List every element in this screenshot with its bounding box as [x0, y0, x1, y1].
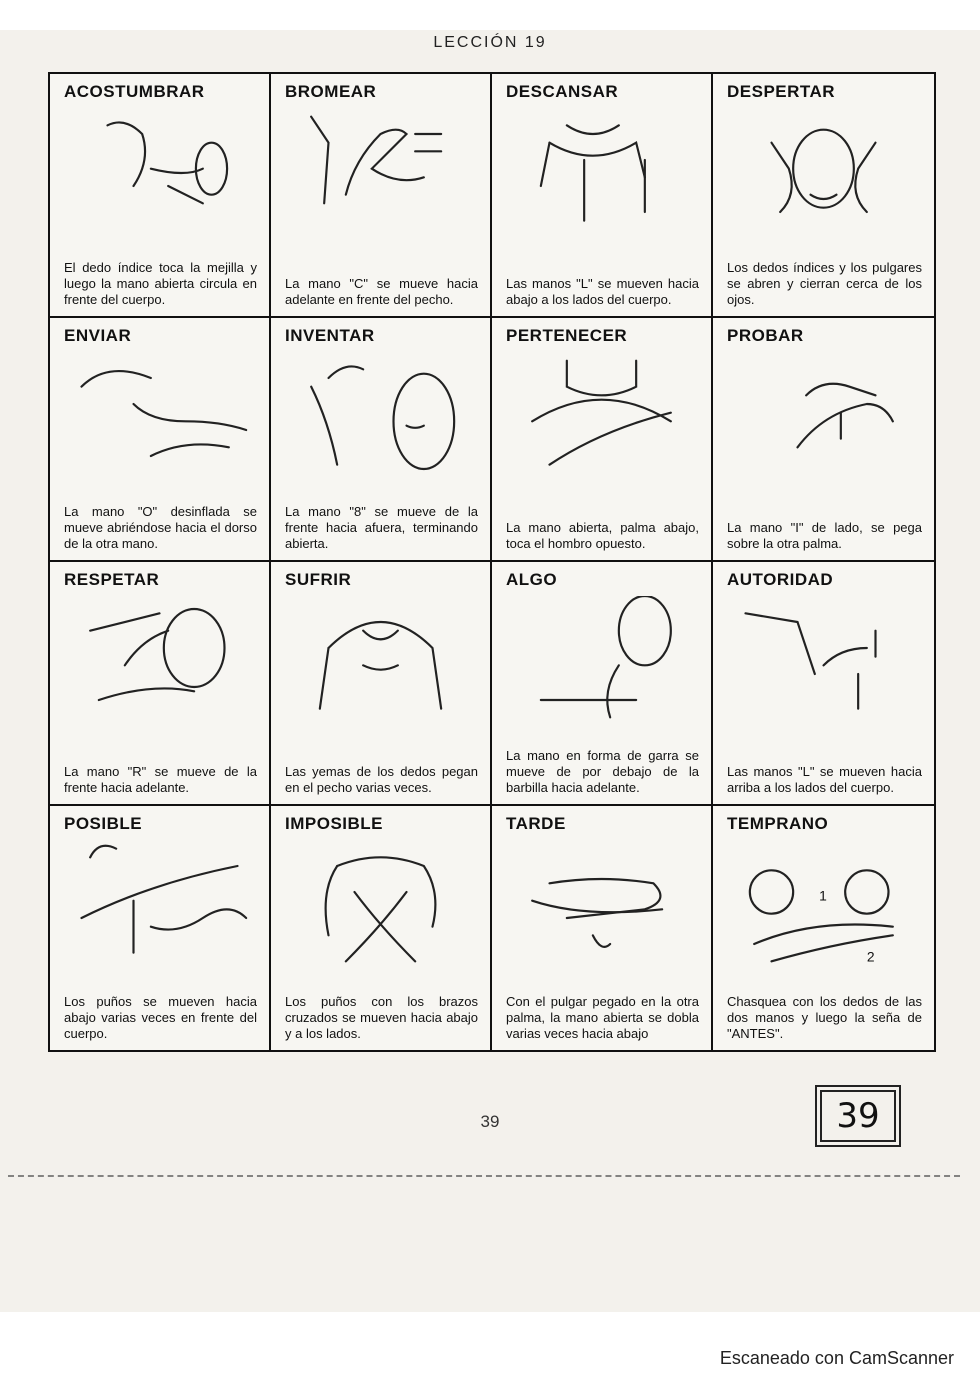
sign-description: Los dedos índices y los pulgares se abren y cierran cerca de los ojos.: [727, 260, 922, 307]
sign-name: PERTENECER: [506, 326, 628, 345]
sign-cell-enviar: [50, 318, 271, 562]
sign-illustration-icon: [64, 108, 255, 238]
sign-illustration-icon: [727, 352, 920, 482]
sign-illustration-icon: [506, 840, 697, 970]
sign-cell-posible: [50, 806, 271, 1050]
sign-name: RESPETAR: [64, 570, 160, 589]
sign-name: POSIBLE: [64, 814, 143, 833]
sign-illustration-icon: [727, 596, 920, 726]
page-number-box: 39: [820, 1090, 896, 1142]
sign-description: La mano "O" desinflada se mueve abriéndose hacia el dorso de la otra mano.: [64, 504, 257, 551]
sign-illustration-icon: [506, 108, 697, 238]
sign-name: TARDE: [506, 814, 566, 833]
sign-name: ENVIAR: [64, 326, 132, 345]
sign-description: La mano abierta, palma abajo, toca el hombro opuesto.: [506, 520, 699, 551]
sign-illustration-icon: [727, 108, 920, 238]
sign-name: SUFRIR: [285, 570, 352, 589]
sign-cell-sufrir: [271, 562, 492, 806]
sign-illustration-icon: [64, 352, 255, 482]
sign-cell-inventar: [271, 318, 492, 562]
step-label: 1: [819, 887, 827, 904]
sign-description: Los puños se mueven hacia abajo varias veces en frente del cuerpo.: [64, 994, 257, 1041]
sign-description: La mano "8" se mueve de la frente hacia afuera, terminando abierta.: [285, 504, 478, 551]
sign-description: Chasquea con los dedos de las dos manos y luego la seña de "ANTES".: [727, 994, 922, 1041]
sign-cell-acostumbrar: [50, 74, 271, 318]
sign-cell-autoridad: [713, 562, 934, 806]
sign-description: Las yemas de los dedos pegan en el pecho varias veces.: [285, 764, 478, 795]
sign-description: La mano "C" se mueve hacia adelante en frente del pecho.: [285, 276, 478, 307]
sign-description: Los puños con los brazos cruzados se mueven hacia abajo y a los lados.: [285, 994, 478, 1041]
sign-illustration-icon: [64, 596, 255, 726]
sign-description: Las manos "L" se mueven hacia arriba a los lados del cuerpo.: [727, 764, 922, 795]
lesson-title: LECCIÓN 19: [433, 34, 547, 51]
sign-name: DESPERTAR: [727, 82, 836, 101]
sign-description: Con el pulgar pegado en la otra palma, la mano abierta se dobla varias veces hacia abajo: [506, 994, 699, 1041]
sign-description: La mano "R" se mueve de la frente hacia adelante.: [64, 764, 257, 795]
dashed-divider: [8, 1175, 960, 1177]
sign-cell-algo: [492, 562, 713, 806]
sign-description: La mano "I" de lado, se pega sobre la otra palma.: [727, 520, 922, 551]
sign-cell-probar: [713, 318, 934, 562]
sign-name: AUTORIDAD: [727, 570, 834, 589]
sign-name: IMPOSIBLE: [285, 814, 384, 833]
sign-cell-temprano: [713, 806, 934, 1050]
page-number: 39: [480, 1112, 500, 1131]
sign-description: La mano en forma de garra se mueve de por debajo de la barbilla hacia adelante.: [506, 748, 699, 795]
sign-cell-despertar: [713, 74, 934, 318]
sign-cell-tarde: [492, 806, 713, 1050]
sign-illustration-icon: [285, 596, 476, 726]
sign-cell-respetar: [50, 562, 271, 806]
sign-illustration-icon: [727, 840, 920, 970]
sign-name: PROBAR: [727, 326, 804, 345]
sign-description: Las manos "L" se mueven hacia abajo a los lados del cuerpo.: [506, 276, 699, 307]
sign-grid: [48, 72, 936, 1052]
sign-name: TEMPRANO: [727, 814, 829, 833]
sign-illustration-icon: [506, 352, 697, 482]
sign-name: INVENTAR: [285, 326, 375, 345]
step-label: 2: [866, 948, 875, 965]
sign-cell-bromear: [271, 74, 492, 318]
sign-name: ALGO: [506, 570, 558, 589]
sign-description: El dedo índice toca la mejilla y luego la mano abierta circula en frente del cuerpo.: [64, 260, 257, 307]
sign-cell-pertenecer: [492, 318, 713, 562]
sign-illustration-icon: [285, 352, 476, 482]
sign-cell-descansar: [492, 74, 713, 318]
sign-cell-imposible: [271, 806, 492, 1050]
sign-illustration-icon: [285, 840, 476, 970]
sign-illustration-icon: [506, 596, 697, 726]
sign-illustration-icon: [64, 840, 255, 970]
sign-name: BROMEAR: [285, 82, 377, 101]
sign-name: DESCANSAR: [506, 82, 619, 101]
sign-name: ACOSTUMBRAR: [64, 82, 205, 101]
scanner-watermark: Escaneado con CamScanner: [719, 1348, 954, 1368]
sign-illustration-icon: [285, 108, 476, 238]
